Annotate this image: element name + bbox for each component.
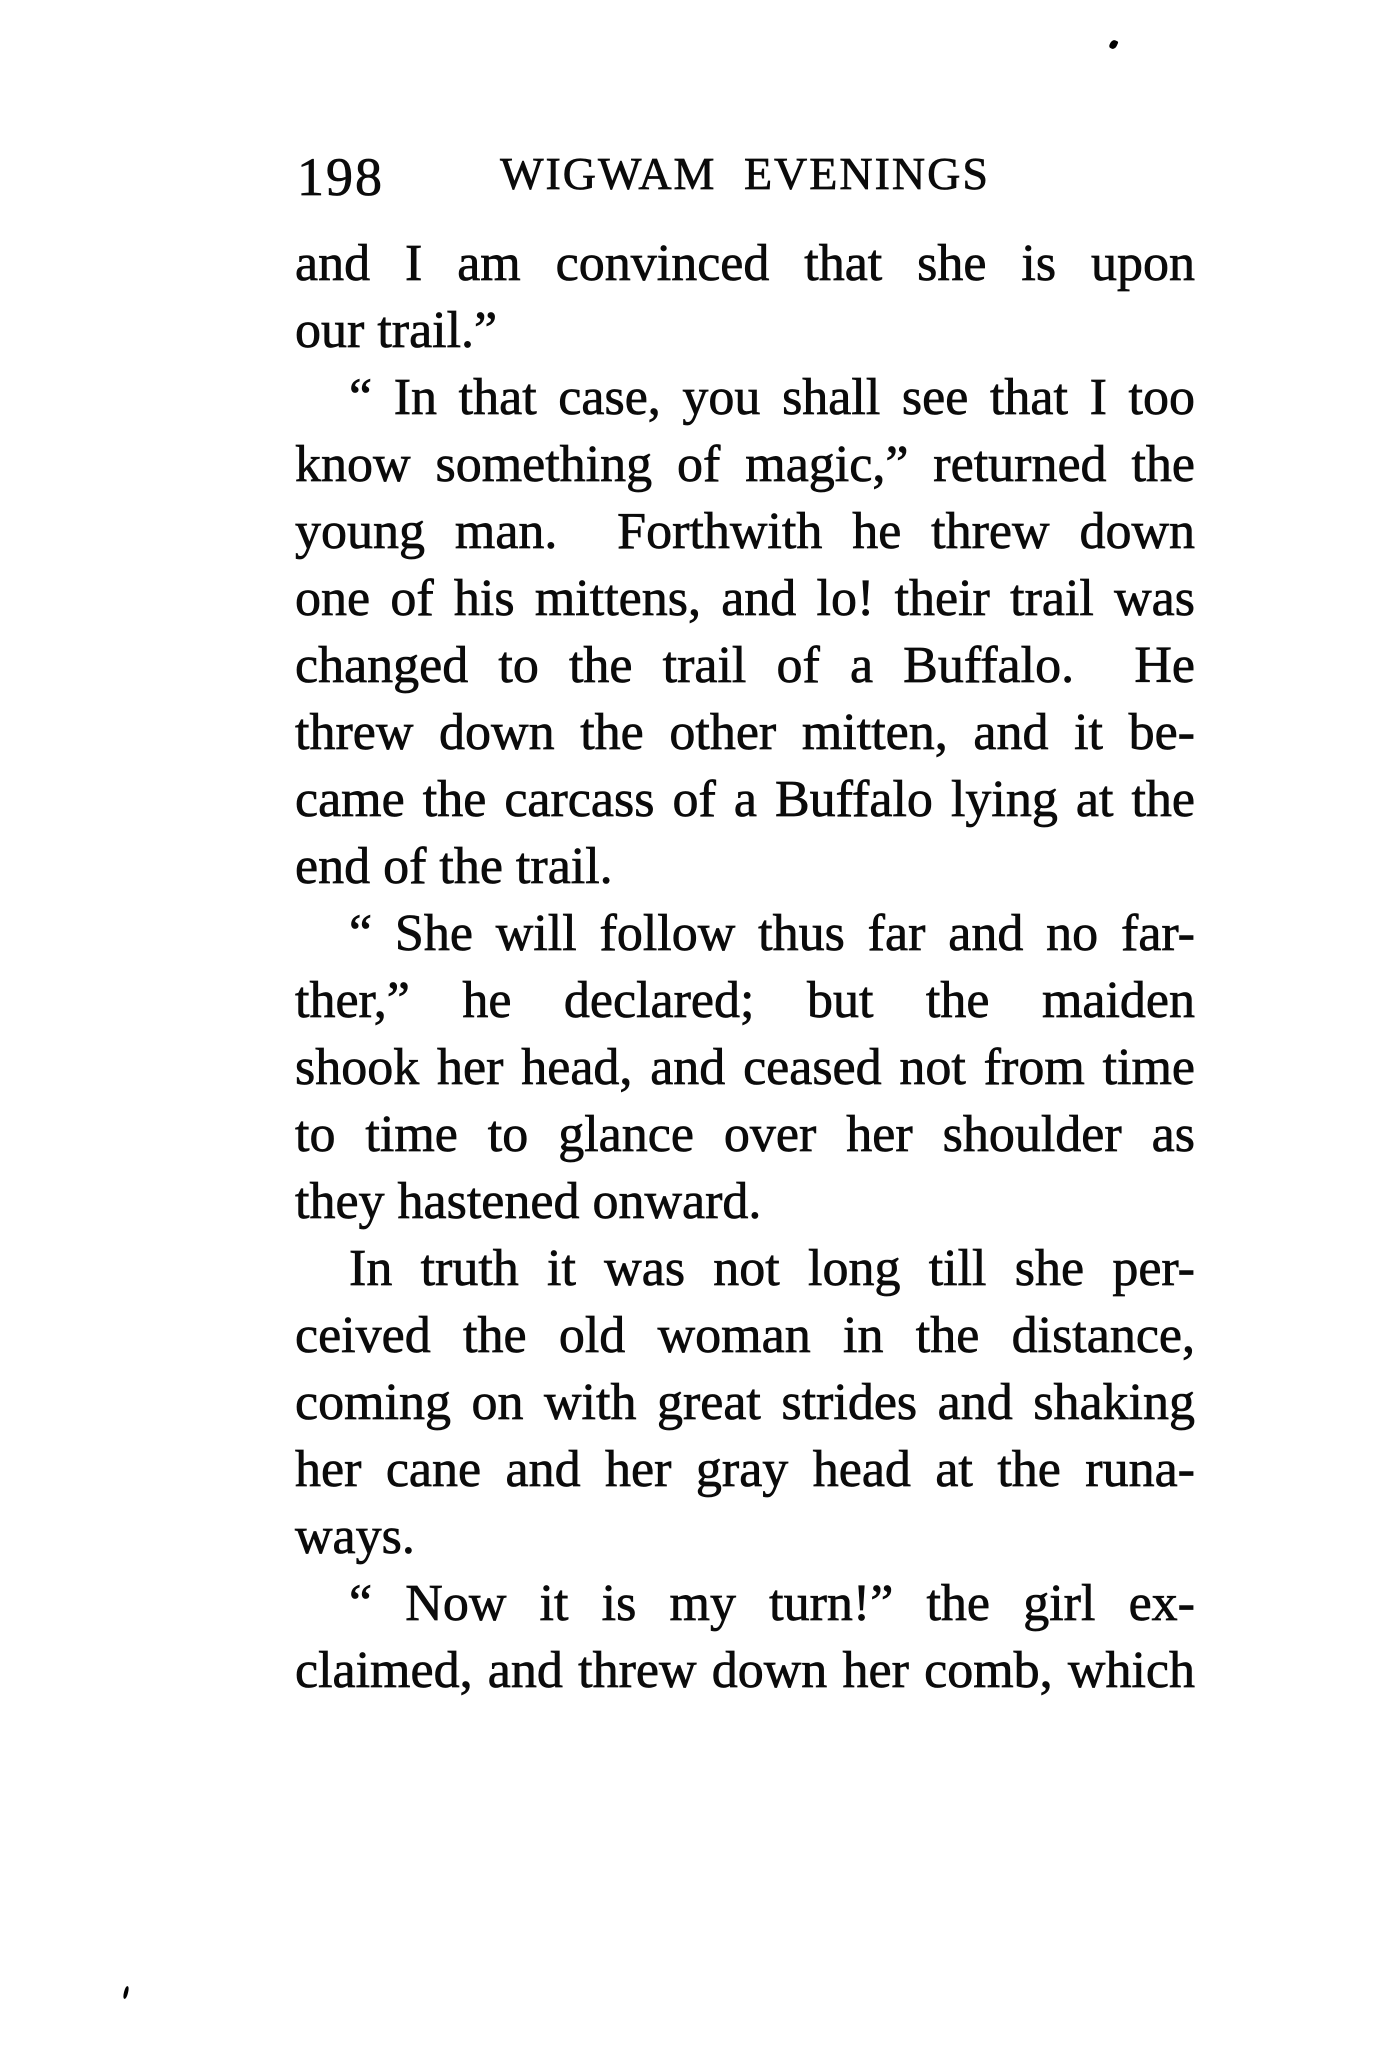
text-line: ways. — [295, 1508, 415, 1565]
text-line: to time to glance over her shoulder as — [295, 1106, 1195, 1163]
text-line: “ She will follow thus far and no far- — [349, 905, 1195, 962]
text-line: coming on with great strides and shaking — [295, 1374, 1195, 1431]
text-line: ceived the old woman in the distance, — [295, 1307, 1195, 1364]
text-line: they hastened onward. — [295, 1173, 762, 1230]
running-title: WIGWAM EVENINGS — [500, 148, 990, 199]
page-number: 198 — [297, 147, 384, 207]
text-line: threw down the other mitten, and it be- — [295, 704, 1195, 761]
text-line: ther,” he declared; but the maiden — [295, 972, 1195, 1029]
text-line: know something of magic,” returned the — [295, 436, 1195, 493]
text-line: claimed, and threw down her comb, which — [295, 1642, 1195, 1699]
body-text — [295, 230, 1195, 1704]
running-head — [295, 148, 1195, 208]
ink-speck — [122, 1986, 129, 2000]
text-line: shook her head, and ceased not from time — [295, 1039, 1195, 1096]
text-line: “ In that case, you shall see that I too — [349, 369, 1195, 426]
text-line: and I am convinced that she is upon — [295, 235, 1195, 292]
text-line: her cane and her gray head at the runa- — [295, 1441, 1195, 1498]
text-line: “ Now it is my turn!” the girl ex- — [349, 1575, 1195, 1632]
text-line: came the carcass of a Buffalo lying at the — [295, 771, 1195, 828]
text-line: young man. Forthwith he threw down — [295, 503, 1195, 560]
text-line: one of his mittens, and lo! their trail was — [295, 570, 1195, 627]
text-line: end of the trail. — [295, 838, 613, 895]
text-line: In truth it was not long till she per- — [349, 1240, 1195, 1297]
ink-speck — [1108, 39, 1118, 50]
text-line: our trail.” — [295, 302, 498, 359]
text-line: changed to the trail of a Buffalo. He — [295, 637, 1195, 694]
